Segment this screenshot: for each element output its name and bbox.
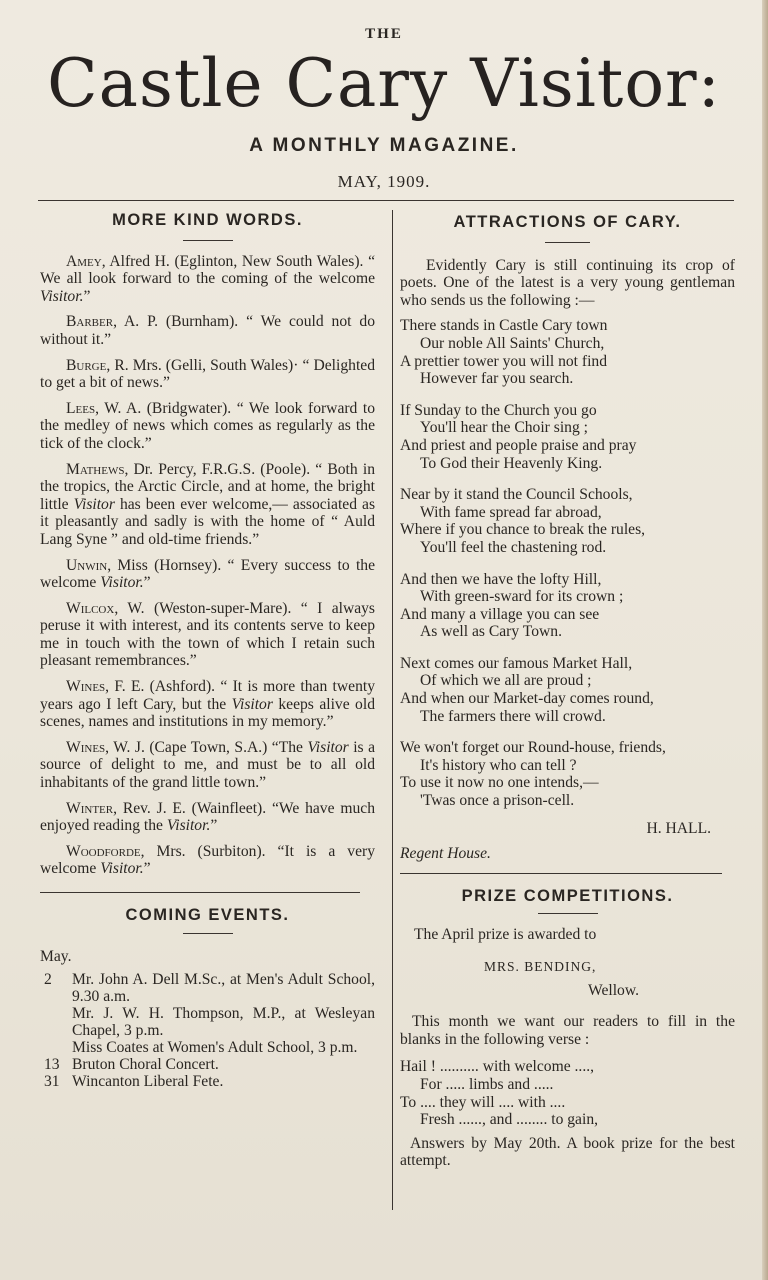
event-day: 31: [44, 1073, 60, 1091]
page-edge: [762, 0, 768, 1280]
masthead-the: THE: [365, 26, 403, 42]
event-item: [40, 1056, 375, 1073]
poem-line: And then we have the lofty Hill,: [400, 570, 602, 588]
event-item: [40, 1039, 375, 1056]
poem: [400, 317, 735, 809]
attractions-heading: ATTRACTIONS OF CARY.: [453, 213, 682, 231]
entry-name: Winter,: [66, 799, 117, 817]
magazine-name: Visitor: [231, 695, 273, 713]
attractions-rule: [545, 242, 590, 243]
event-item: [40, 1073, 375, 1090]
prize-winner: MRS. BENDING,: [484, 959, 597, 974]
entry-name: Unwin,: [66, 556, 112, 574]
prize-verse-line: For ..... limbs and .....: [420, 1075, 554, 1093]
events-list: [40, 971, 375, 1090]
kind-word-entry: Wines, W. J. (Cape Town, S.A.) “The Visitor is a source of delight to me, and must be to all old inhabitants of the grand little town.”: [40, 738, 376, 792]
events-heading: COMING EVENTS.: [125, 906, 290, 924]
kind-word-entry: Winter, Rev. J. E. (Wainfleet). “We have much enjoyed reading the Visitor.”: [40, 799, 375, 835]
entry-name: Woodforde,: [66, 842, 145, 860]
prize-verse-line: To .... they will .... with ....: [400, 1093, 566, 1111]
prize-verse-line: Hail ! .......... with welcome ....,: [400, 1058, 595, 1076]
poem-line: With fame spread far abroad,: [420, 503, 602, 521]
poem-line: And many a village you can see: [400, 605, 600, 623]
kind-word-entry: Unwin, Miss (Hornsey). “ Every success to the welcome Visitor.”: [40, 556, 375, 592]
event-text: Miss Coates at Women's Adult School, 3 p.m.: [72, 1039, 358, 1057]
poem-line: Of which we all are proud ;: [420, 672, 592, 690]
poem-line: It's history who can tell ?: [420, 756, 577, 774]
poem-line: Next comes our famous Market Hall,: [400, 654, 633, 672]
poem-address: Regent House.: [400, 845, 491, 863]
kind-word-entry: Wilcox, W. (Weston-super-Mare). “ I always peruse it with interest, and its contents serve to keep me in touch with the town of which I retain such pleasant remembrances.”: [40, 599, 375, 670]
prize-place: Wellow.: [588, 981, 639, 999]
prize-announcement: The April prize is awarded to: [414, 926, 597, 944]
poem-stanza: [400, 655, 735, 725]
issue-date: MAY, 1909.: [337, 172, 431, 191]
poem-line: You'll feel the chastening rod.: [420, 538, 607, 556]
poem-line: Near by it stand the Council Schools,: [400, 486, 633, 504]
prize-heading: PRIZE COMPETITIONS.: [461, 886, 674, 905]
kind-word-entry: Lees, W. A. (Bridgwater). “ We look forward to the medley of news which comes as regularly as the tick of the clock.”: [40, 399, 375, 452]
event-day: [40, 1039, 72, 1056]
poem-line: To use it now no one intends,—: [400, 774, 599, 792]
poem-stanza: [400, 571, 735, 641]
poem-stanza: [400, 739, 735, 809]
kind-word-entry: Amey, Alfred H. (Eglinton, New South Wales). “ We all look forward to the coming of the welcome Visitor.”: [40, 252, 375, 305]
prize-verse-line: Fresh ......, and ........ to gain,: [420, 1111, 599, 1129]
event-day: 13: [44, 1056, 60, 1074]
column-divider: [392, 210, 393, 1210]
entry-name: Wines,: [66, 678, 110, 696]
prize-closing: Answers by May 20th. A book prize for the best attempt.: [400, 1134, 735, 1170]
poem-line: To God their Heavenly King.: [420, 454, 603, 472]
entry-name: Amey,: [66, 252, 106, 270]
prize-instruction: This month we want our readers to fill in the blanks in the following verse :: [400, 1013, 735, 1048]
magazine-name: Visitor.: [166, 817, 211, 835]
masthead-title: Castle Cary Visitor:: [47, 45, 721, 122]
left-column: [40, 212, 375, 1090]
poem-author: H. HALL.: [646, 819, 711, 837]
header-rule: [38, 200, 734, 201]
masthead-subtitle: A MONTHLY MAGAZINE.: [249, 135, 519, 156]
event-text: Mr. John A. Dell M.Sc., at Men's Adult School, 9.30 a.m.: [72, 971, 375, 1006]
poem-line: And priest and people praise and pray: [400, 436, 637, 454]
attractions-intro: Evidently Cary is still continuing its crop of poets. One of the latest is a very young gentleman who sends us the following :—: [400, 256, 735, 309]
entry-name: Mathews,: [66, 460, 129, 478]
magazine-name: Visitor.: [40, 287, 84, 305]
magazine-name: Visitor: [73, 495, 115, 513]
poem-line: However far you search.: [420, 370, 574, 388]
poem-line: The farmers there will crowd.: [420, 707, 606, 725]
event-text: Mr. J. W. H. Thompson, M.P., at Wesleyan Chapel, 3 p.m.: [72, 1005, 375, 1040]
event-text: Wincanton Liberal Fete.: [72, 1073, 224, 1091]
poem-line: We won't forget our Round-house, friends,: [400, 739, 666, 757]
poem-stanza: [400, 486, 735, 556]
poem-line: If Sunday to the Church you go: [400, 401, 597, 419]
kind-word-entry: Barber, A. P. (Burnham). “ We could not do without it.”: [40, 313, 375, 348]
entry-name: Barber,: [66, 313, 117, 331]
kind-word-entry: Mathews, Dr. Percy, F.R.G.S. (Poole). “ Both in the tropics, the Arctic Circle, and at home, the bright little Visitor has been ever welcome,— associated as it pleasantly and sadly is with the home of “ Auld Lang Syne ” and old-time friends.”: [40, 460, 376, 548]
magazine-name: Visitor.: [100, 574, 144, 592]
event-item: [40, 971, 375, 1005]
kind-word-entry: Woodforde, Mrs. (Surbiton). “It is a very welcome Visitor.”: [40, 842, 375, 878]
kind-words-list: [40, 253, 375, 878]
prize-verse: [400, 1058, 735, 1128]
right-column: [400, 214, 735, 1178]
entry-name: Burge,: [66, 356, 111, 374]
entry-name: Wilcox,: [66, 599, 119, 617]
poem-line: Our noble All Saints' Church,: [420, 334, 605, 352]
event-text: Bruton Choral Concert.: [72, 1056, 219, 1074]
kind-word-entry: Burge, R. Mrs. (Gelli, South Wales)· “ Delighted to get a bit of news.”: [40, 356, 375, 392]
event-day: 2: [44, 971, 52, 989]
poem-line: Where if you chance to break the rules,: [400, 521, 646, 539]
event-item: [40, 1005, 375, 1039]
kind-words-rule: [183, 240, 233, 241]
poem-stanza: [400, 317, 735, 387]
kind-words-heading: MORE KIND WORDS.: [112, 211, 303, 229]
poem-line: As well as Cary Town.: [420, 623, 562, 641]
poem-line: A prettier tower you will not find: [400, 352, 608, 370]
entry-name: Wines,: [66, 738, 110, 756]
events-rule: [40, 892, 360, 893]
prize-rule: [400, 873, 722, 874]
kind-word-entry: Wines, F. E. (Ashford). “ It is more than twenty years ago I left Cary, but the Visitor keeps alive old scenes, names and institutions in my memory.”: [40, 678, 375, 731]
poem-stanza: [400, 402, 735, 472]
magazine-name: Visitor: [307, 738, 349, 756]
poem-line: 'Twas once a prison-cell.: [420, 792, 575, 810]
magazine-name: Visitor.: [100, 860, 144, 878]
poem-line: There stands in Castle Cary town: [400, 317, 608, 335]
events-short-rule: [183, 933, 233, 934]
prize-short-rule: [538, 913, 598, 914]
poem-line: And when our Market-day comes round,: [400, 690, 654, 708]
poem-line: With green-sward for its crown ;: [420, 588, 624, 606]
events-month: May.: [40, 947, 72, 965]
poem-line: You'll hear the Choir sing ;: [420, 419, 588, 437]
entry-name: Lees,: [66, 399, 99, 417]
event-day: [40, 1005, 72, 1039]
